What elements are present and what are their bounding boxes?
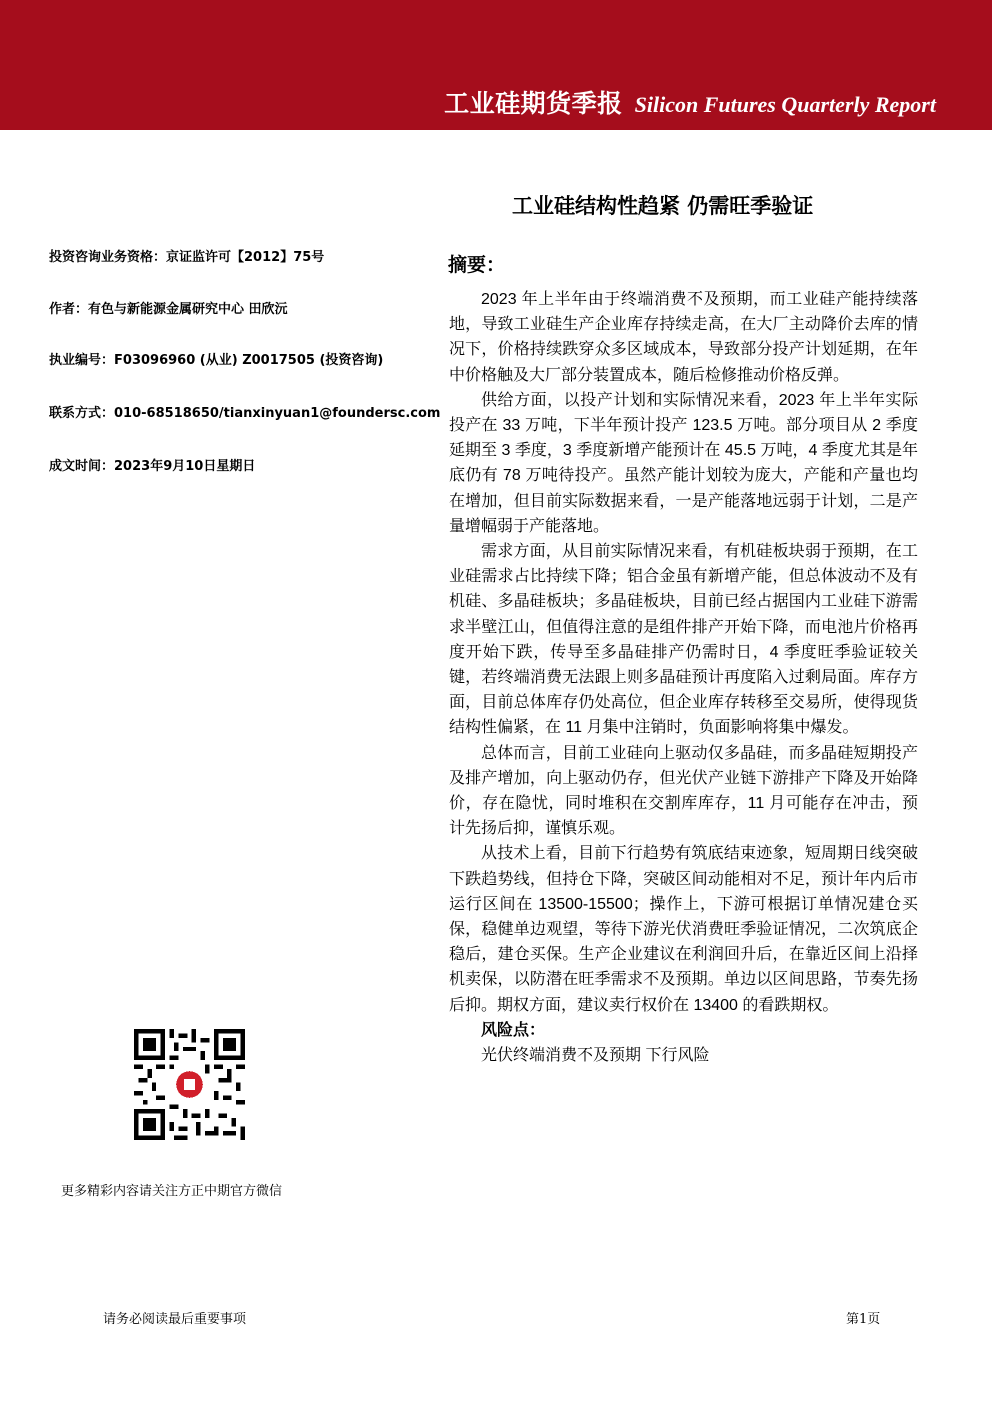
abstract-paragraph: 2023 年上半年由于终端消费不及预期，而工业硅产能持续落地，导致工业硅生产企业库存持续走高，在大厂主动降价去库的情况下，价格持续跌穿众多区域成本，导致部分投产计划延期，在年中价格触及大厂部分装置成本，随后检修推动价格反弹。 (449, 291, 918, 384)
abstract-paragraph: 从技术上看，目前下行趋势有筑底结束迹象，短周期日线突破下跌趋势线，但持仓下降，突破区间动能相对不足，预计年内后市运行区间在 13500-15500；操作上，下游可根据订单情况建仓买保，稳健单边观望，等待下游光伏消费旺季验证情况，二次筑底企稳后，建仓买保。生产企业建议在利润回升后，在靠近区间上沿择机卖保，以防潜在旺季需求不及预期。单边以区间思路，节奏先扬后抑。期权方面，建议卖行权价在 13400 的看跌期权。 (449, 845, 918, 1014)
page-number: 第1页 (846, 1312, 881, 1327)
meta-date-value: 2023年9月10日星期日 (114, 459, 256, 474)
meta-contact (49, 402, 440, 421)
abstract-paragraph: 总体而言，目前工业硅向上驱动仅多晶硅，而多晶硅短期投产及排产增加，向上驱动仍存，但光伏产业链下游排产下降及开始降价，存在隐忧，同时堆积在交割库库存，11 月可能存在冲击，预计先扬后抑，谨慎乐观。 (449, 744, 918, 838)
meta-cert (49, 349, 383, 368)
report-title: 工业硅结构性趋紧 仍需旺季验证 (512, 194, 814, 218)
meta-cert-label: 执业编号： (49, 353, 115, 368)
footer-disclaimer-note: 请务必阅读最后重要事项 (103, 1312, 247, 1327)
header-title-en: Silicon Futures Quarterly Report (634, 92, 936, 117)
risk-text: 光伏终端消费不及预期 下行风险 (481, 1047, 710, 1065)
header-title (444, 84, 936, 120)
abstract-body (449, 287, 918, 1068)
meta-license (49, 246, 324, 265)
meta-contact-value[interactable]: 010-68518650/tianxinyuan1@foundersc.com (114, 406, 441, 421)
meta-contact-label: 联系方式： (49, 406, 115, 421)
meta-date-label: 成文时间： (49, 459, 115, 474)
meta-author-value: 有色与新能源金属研究中心 田欣沅 (88, 302, 288, 317)
meta-author (49, 298, 288, 317)
abstract-paragraph: 需求方面，从目前实际情况来看，有机硅板块弱于预期，在工业硅需求占比持续下降；铝合金虽有新增产能，但总体波动不及有机硅、多晶硅板块；多晶硅板块，目前已经占据国内工业硅下游需求半壁江山，但值得注意的是组件排产开始下降，而电池片价格再度开始下跌，传导至多晶硅排产仍需时日，4 季度旺季验证较关键，若终端消费无法跟上则多晶硅预计再度陷入过剩局面。库存方面，目前总体库存仍处高位，但企业库存转移至交易所，使得现货结构性偏紧，在 11 月集中注销时，负面影响将集中爆发。 (449, 543, 918, 737)
qr-caption: 更多精彩内容请关注方正中期官方微信 (61, 1184, 283, 1199)
risk-label: 风险点： (481, 1021, 546, 1039)
abstract-paragraph: 供给方面，以投产计划和实际情况来看，2023 年上半年实际投产在 33 万吨，下半年预计投产 123.5 万吨。部分项目从 2 季度延期至 3 季度，3 季度新增产能预计在 45.5 万吨，4 季度尤其是年底仍有 78 万吨待投产。虽然产能计划较为庞大，产能和产量也均在增加，但目前实际数据来看，一是产能落地远弱于计划，二是产量增幅弱于产能落地。 (449, 391, 918, 535)
meta-license-value: 京证监许可【2012】75号 (166, 250, 325, 265)
meta-cert-value: F03096960 (从业) Z0017505 (投资咨询) (114, 353, 384, 368)
meta-license-label: 投资咨询业务资格： (49, 250, 167, 265)
header-title-cn: 工业硅期货季报 (444, 89, 623, 118)
meta-date (49, 455, 255, 474)
abstract-heading: 摘要： (448, 254, 506, 276)
qr-code[interactable] (134, 1029, 245, 1140)
header-band (0, 0, 992, 130)
meta-author-label: 作者： (49, 302, 89, 317)
